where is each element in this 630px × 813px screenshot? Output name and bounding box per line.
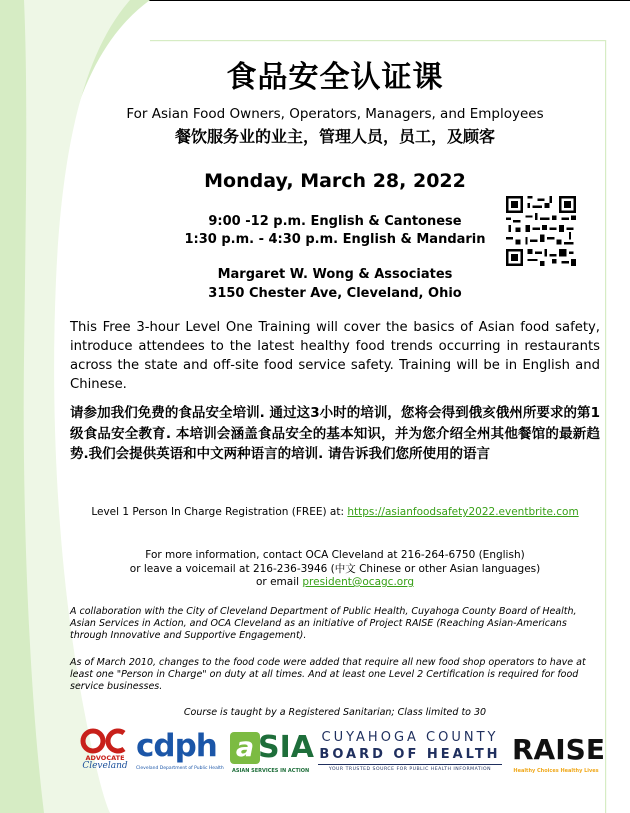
food-code-note: As of March 2010, changes to the food code were added that require all new food shop operators to have at least one "Person in Charge" on duty at all times. And at least one Level 2 Certification is required for food service businesses. — [70, 657, 586, 692]
asia-wordmark: SIA — [258, 730, 314, 765]
asia-a-mark: a — [230, 732, 260, 764]
board-county: CUYAHOGA COUNTY — [321, 730, 499, 745]
raise-logo — [512, 728, 605, 778]
contact-email-prefix: or email — [256, 576, 303, 588]
sponsor-logos — [80, 728, 605, 778]
oca-name: ADVOCATE — [85, 754, 125, 762]
contact-info — [70, 549, 600, 590]
session-afternoon: 1:30 p.m. - 4:30 p.m. English & Mandarin — [184, 232, 486, 247]
oca-logo — [80, 728, 130, 778]
asia-logo — [230, 728, 314, 778]
collaboration-note: A collaboration with the City of Cleveland Department of Public Health, Cuyahoga County Board of Health, Asian Services in Action, and OCA Cleveland as an initiative of Project RAISE (Reaching Asian-Americans through Innovative and Supportive Engagement). — [70, 606, 577, 641]
cdph-wordmark: cdph — [136, 728, 217, 764]
description-chinese: 请参加我们免费的食品安全培训. 通过这3小时的培训，您将会得到俄亥俄州所要求的第1级食品安全教育. 本培训会涵盖食品安全的基本知识，并为您介绍全州其他餐馆的最新趋势.我们会提供英语和中文两种语言的培训. 请告诉我们您所使用的语言 — [70, 405, 600, 462]
venue-name: Margaret W. Wong & Associates — [217, 267, 453, 282]
board-divider — [318, 764, 502, 765]
oca-mark-icon — [80, 728, 130, 754]
contact-email-line — [70, 576, 600, 590]
flyer-title: 食品安全认证课 — [226, 60, 444, 95]
subtitle-chinese: 餐饮服务业的业主，管理人员，员工，及顾客 — [174, 127, 495, 146]
cdph-logo — [136, 728, 228, 778]
raise-tagline: Healthy Choices Healthy Lives — [513, 768, 599, 774]
cdph-subtitle: Cleveland Department of Public Health — [136, 766, 224, 771]
contact-phone-english: For more information, contact OCA Cleveland at 216-264-6750 (English) — [145, 549, 525, 561]
board-tagline: YOUR TRUSTED SOURCE FOR PUBLIC HEALTH INFORMATION — [328, 767, 492, 772]
qr-code-icon[interactable] — [506, 196, 576, 266]
registration-label: Level 1 Person In Charge Registration (FREE) at: — [91, 506, 348, 518]
contact-email-link[interactable]: president@ocagc.org — [302, 576, 414, 588]
venue-address: 3150 Chester Ave, Cleveland, Ohio — [208, 286, 462, 301]
green-right-line — [605, 40, 606, 813]
subtitle-english: For Asian Food Owners, Operators, Managers, and Employees — [126, 106, 544, 122]
raise-wordmark: RAISE — [512, 733, 605, 766]
registration-link[interactable]: https://asianfoodsafety2022.eventbrite.com — [347, 506, 579, 518]
venue — [70, 265, 600, 303]
board-of-health-logo — [312, 728, 508, 778]
course-note: Course is taught by a Registered Sanitarian; Class limited to 30 — [183, 707, 487, 718]
event-date: Monday, March 28, 2022 — [204, 170, 466, 192]
session-morning: 9:00 -12 p.m. English & Cantonese — [208, 214, 462, 229]
asia-subtitle: ASIAN SERVICES IN ACTION — [232, 768, 310, 774]
description-english: This Free 3-hour Level One Training will cover the basics of Asian food safety, introduce attendees to the latest healthy food trends occurring in restaurants across the state and off-site food service safety. Training will be in English and Chinese. — [70, 320, 600, 392]
board-name: BOARD OF HEALTH — [319, 747, 501, 762]
registration-line — [70, 506, 600, 518]
green-top-line — [150, 40, 605, 41]
contact-phone-voicemail: or leave a voicemail at 216-236-3946 (中文 Chinese or other Asian languages) — [129, 562, 541, 575]
oca-city: Cleveland — [82, 761, 128, 771]
